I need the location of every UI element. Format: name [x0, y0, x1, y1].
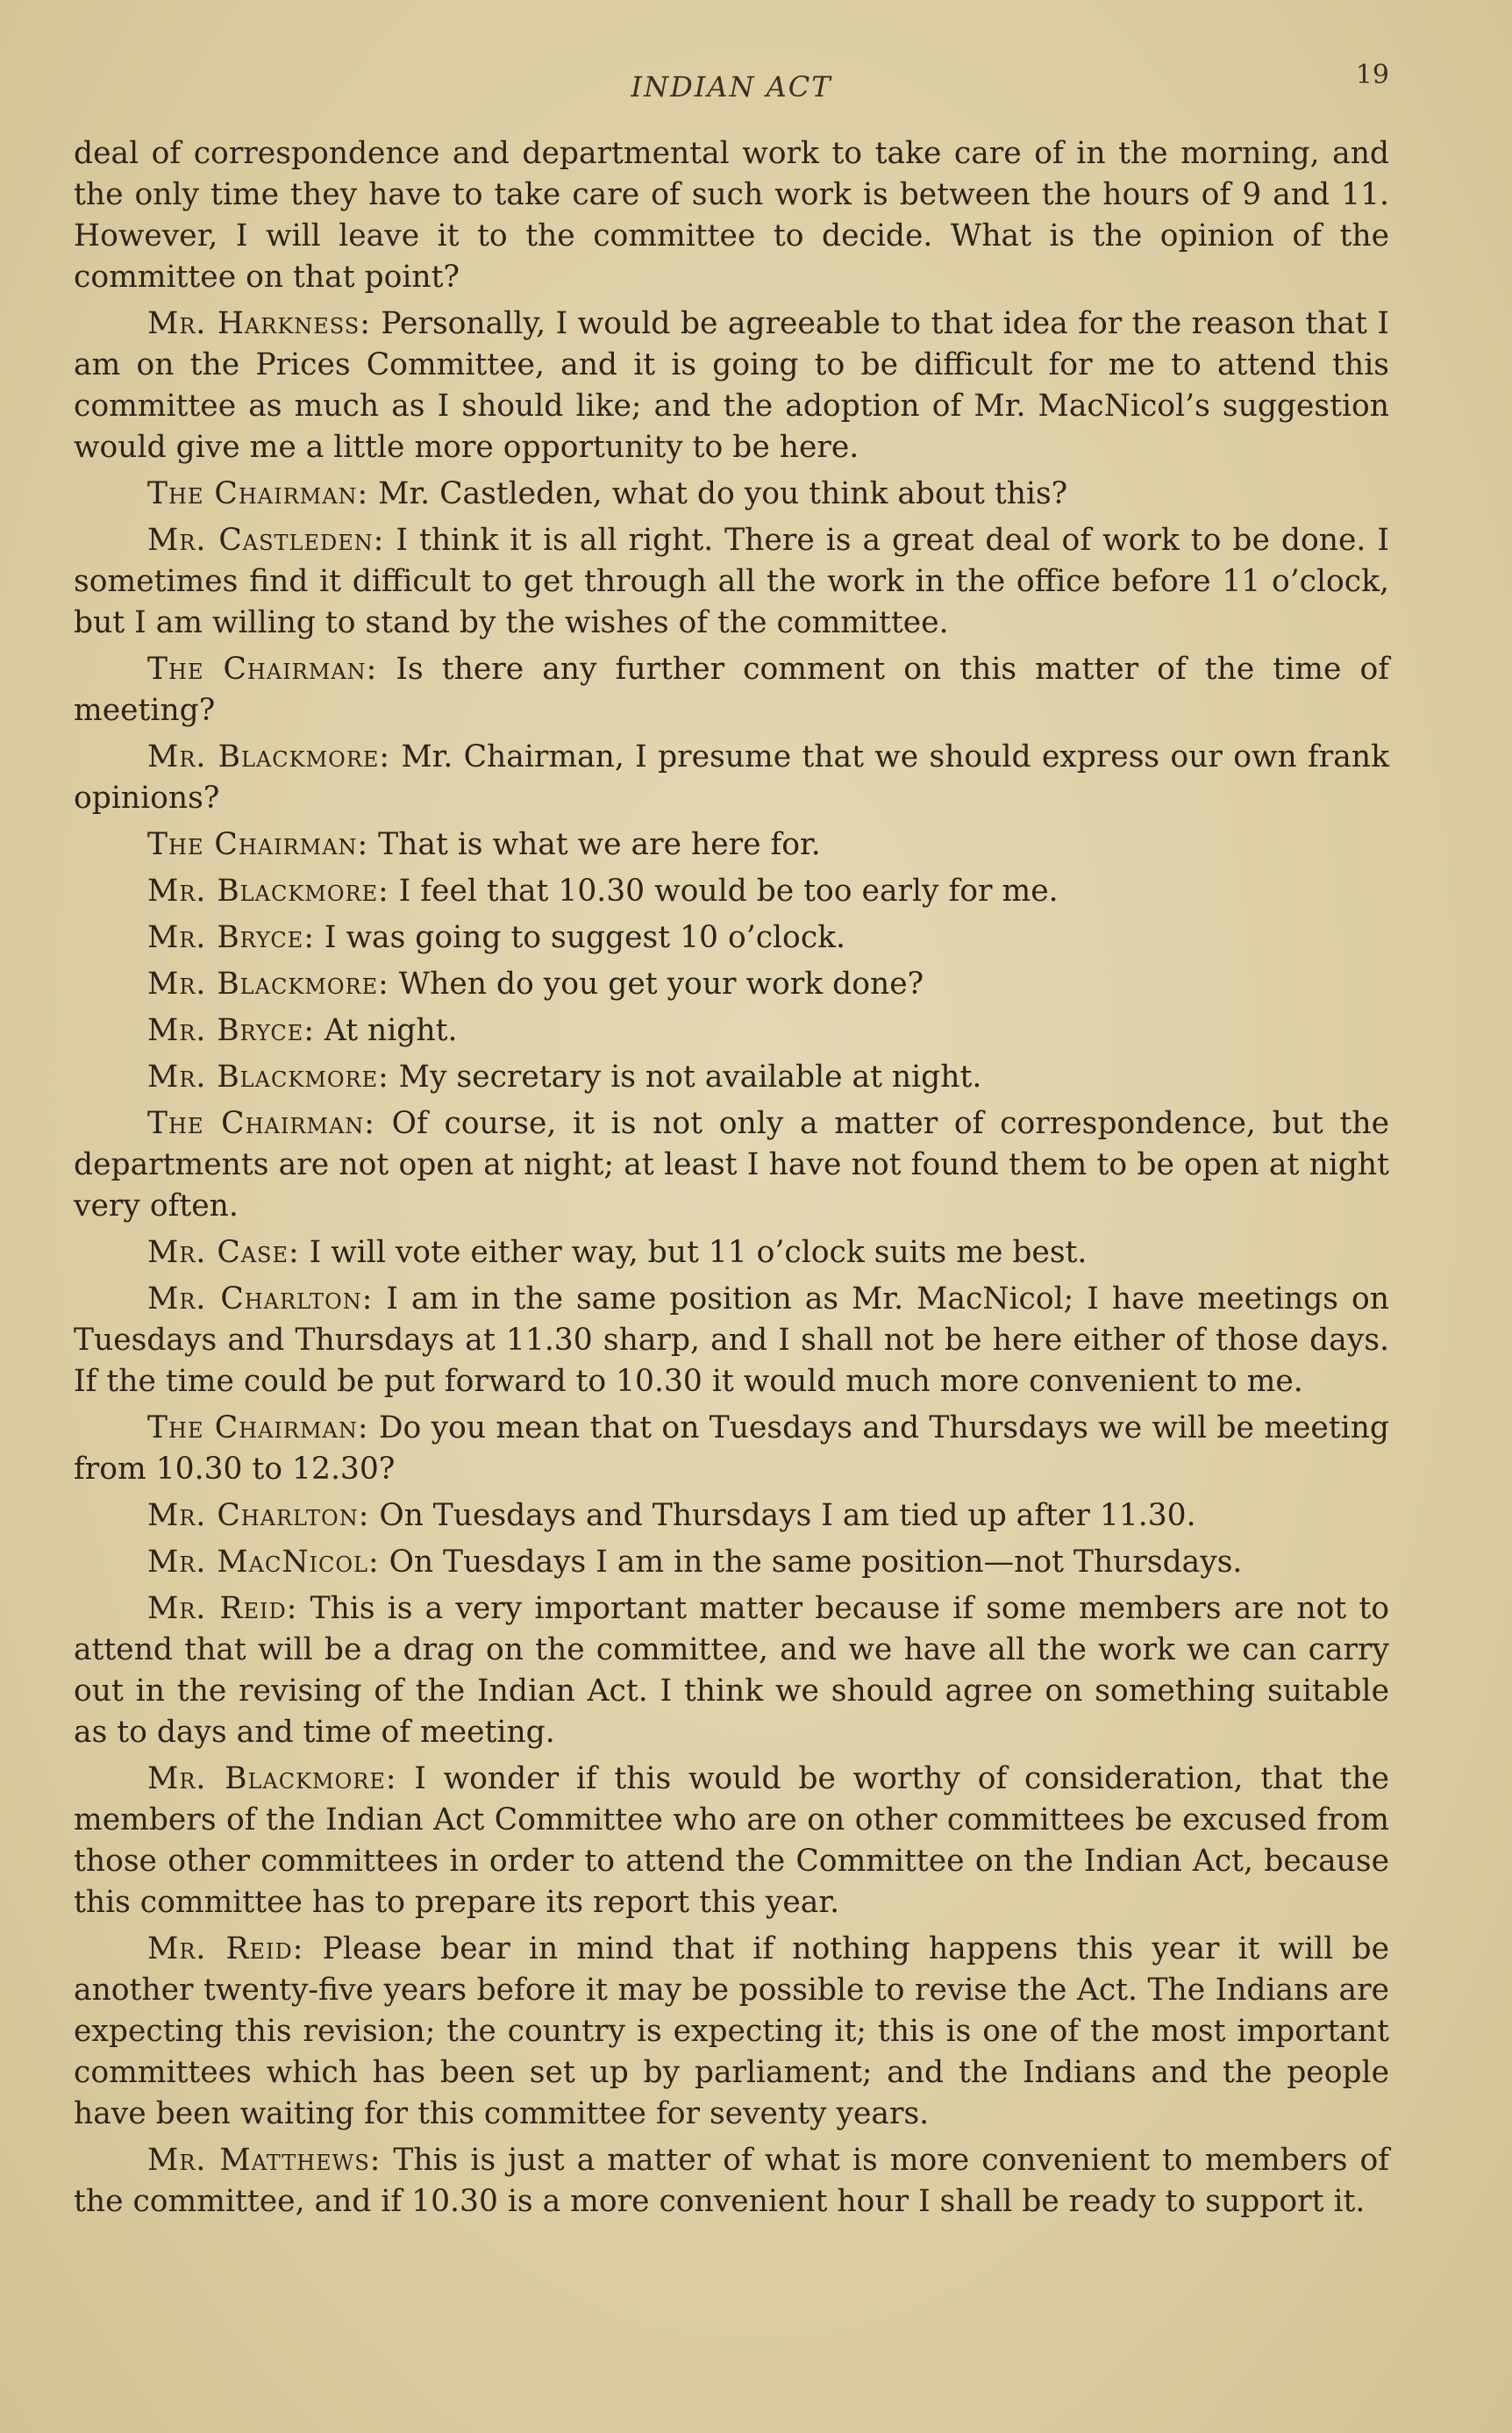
paragraph-text: Mr. Castleden, what do you think about this? [368, 476, 1068, 511]
paragraph-text: My secretary is not available at night. [389, 1060, 982, 1095]
paragraph-text: On Tuesdays I am in the same position—not Thursdays. [379, 1545, 1243, 1580]
paragraph-text: This is a very important matter because if some members are not to attend that will be a drag on the committee, and we have all the work we can carry out in the revising of the Indian Act. I think we should agree on something suitable as to days and time of meeting. [74, 1591, 1390, 1750]
paragraph [74, 1542, 1389, 1583]
paragraph-text: On Tuesdays and Thursdays I am tied up after 11.30. [369, 1498, 1196, 1533]
speaker-label: Mr. Blackmore: [147, 874, 389, 909]
speaker-label: Mr. Matthews: [147, 2143, 382, 2178]
paragraph [74, 1103, 1389, 1227]
paragraph-text: At night. [314, 1013, 458, 1048]
paragraph-text: Do you mean that on Tuesdays and Thursdays we will be meeting from 10.30 to 12.30? [74, 1410, 1389, 1487]
paragraph [74, 133, 1389, 298]
paragraph-text: Is there any further comment on this matter of the time of meeting? [74, 652, 1389, 728]
speaker-label: The Chairman: [147, 827, 369, 862]
paragraph-text: Mr. Chairman, I presume that we should express our own frank opinions? [74, 739, 1389, 816]
paragraph [74, 1588, 1389, 1753]
speaker-label: Mr. Reid: [147, 1591, 298, 1626]
paragraph-text: Please bear in mind that if nothing happens this year it will be another twenty-five years before it may be possible to revise the Act. The Indians are expecting this revision; the country is expecting it; this is one of the most important committees which has been set up by parliament; and the Indians and the people have been waiting for this committee for seventy years. [74, 1931, 1390, 2131]
paragraph [74, 649, 1389, 731]
transcript-body [74, 133, 1389, 2223]
paragraph-text: Of course, it is not only a matter of correspondence, but the departments are not open at night; at least I have not found them to be open at night very often. [74, 1106, 1389, 1224]
paragraph-text: That is what we are here for. [368, 827, 821, 862]
paragraph [74, 1408, 1389, 1490]
speaker-label: Mr. Bryce: [147, 920, 315, 955]
paragraph [74, 520, 1389, 644]
speaker-label: The Chairman: [147, 476, 369, 511]
paragraph-text: Personally, I would be agreeable to that idea for the reason that I am on the Prices Committee, and it is going to be difficult for me to attend this committee as much as I should like; and the adoption of Mr. MacNicol’s suggestion would give me a little more opportunity to be here. [74, 306, 1389, 465]
speaker-label: Mr. Harkness: [147, 306, 371, 341]
paragraph-text: I am in the same position as Mr. MacNicol; I have meetings on Tuesdays and Thursdays at 11.30 sharp, and I shall not be here either of those days. If the time could be put forward to 10.30 it would much more convenient to me. [74, 1281, 1389, 1399]
page-number: 19 [1355, 60, 1389, 90]
page-header [74, 53, 1389, 114]
paragraph-text: I feel that 10.30 would be too early for me. [389, 874, 1059, 909]
speaker-label: Mr. Charlton: [147, 1498, 370, 1533]
speaker-label: Mr. Case: [147, 1235, 300, 1270]
paragraph [74, 737, 1389, 819]
speaker-label: The Chairman: [147, 1410, 369, 1445]
speaker-label: Mr. Bryce: [147, 1013, 315, 1048]
paragraph [74, 1279, 1389, 1402]
paragraph [74, 1495, 1389, 1537]
speaker-label: Mr. MacNicol: [147, 1545, 380, 1580]
speaker-label: Mr. Blackmore: [147, 1060, 389, 1095]
speaker-label: Mr. Charlton: [147, 1281, 374, 1316]
paragraph-text: I will vote either way, but 11 o’clock suits me best. [299, 1235, 1088, 1270]
paragraph [74, 917, 1389, 959]
paragraph-text: I think it is all right. There is a great deal of work to be done. I sometimes find it difficult to get through all the work in the office before 11 o’clock, but I am willing to stand by the wishes of the committee. [74, 523, 1389, 640]
speaker-label: Mr. Blackmore: [147, 967, 389, 1002]
paragraph [74, 1010, 1389, 1052]
paragraph [74, 964, 1389, 1005]
speaker-label: The Chairman: [147, 652, 378, 687]
paragraph [74, 303, 1389, 468]
paragraph-text: I was going to suggest 10 o’clock. [314, 920, 846, 955]
speaker-label: Mr. Blackmore: [147, 1761, 397, 1796]
paragraph-text: When do you get your work done? [389, 967, 924, 1002]
paragraph-text: deal of correspondence and departmental work to take care of in the morning, and the only time they have to take care of such work is between the hours of 9 and 11. However, I will leave it to the committee to decide. What is the opinion of the committee on that point? [74, 136, 1389, 295]
speaker-label: The Chairman: [147, 1106, 375, 1141]
paragraph [74, 1232, 1389, 1274]
paragraph [74, 871, 1389, 912]
speaker-label: Mr. Reid: [147, 1931, 304, 1966]
paragraph-text: This is just a matter of what is more convenient to members of the committee, and if 10.30 is a more convenient hour I shall be ready to support it. [74, 2143, 1389, 2219]
paragraph-text: I wonder if this would be worthy of consideration, that the members of the Indian Act Committee who are on other committees be excused from those other committees in order to attend the Committee on the Indian Act, because this committee has to prepare its report this year. [74, 1761, 1389, 1920]
paragraph [74, 1929, 1389, 2135]
speaker-label: Mr. Castleden: [147, 523, 385, 558]
paragraph [74, 824, 1389, 866]
paragraph [74, 2140, 1389, 2223]
paragraph [74, 1759, 1389, 1923]
paragraph [74, 1057, 1389, 1098]
running-title: INDIAN ACT [631, 70, 832, 103]
speaker-label: Mr. Blackmore: [147, 739, 391, 774]
paragraph [74, 474, 1389, 515]
